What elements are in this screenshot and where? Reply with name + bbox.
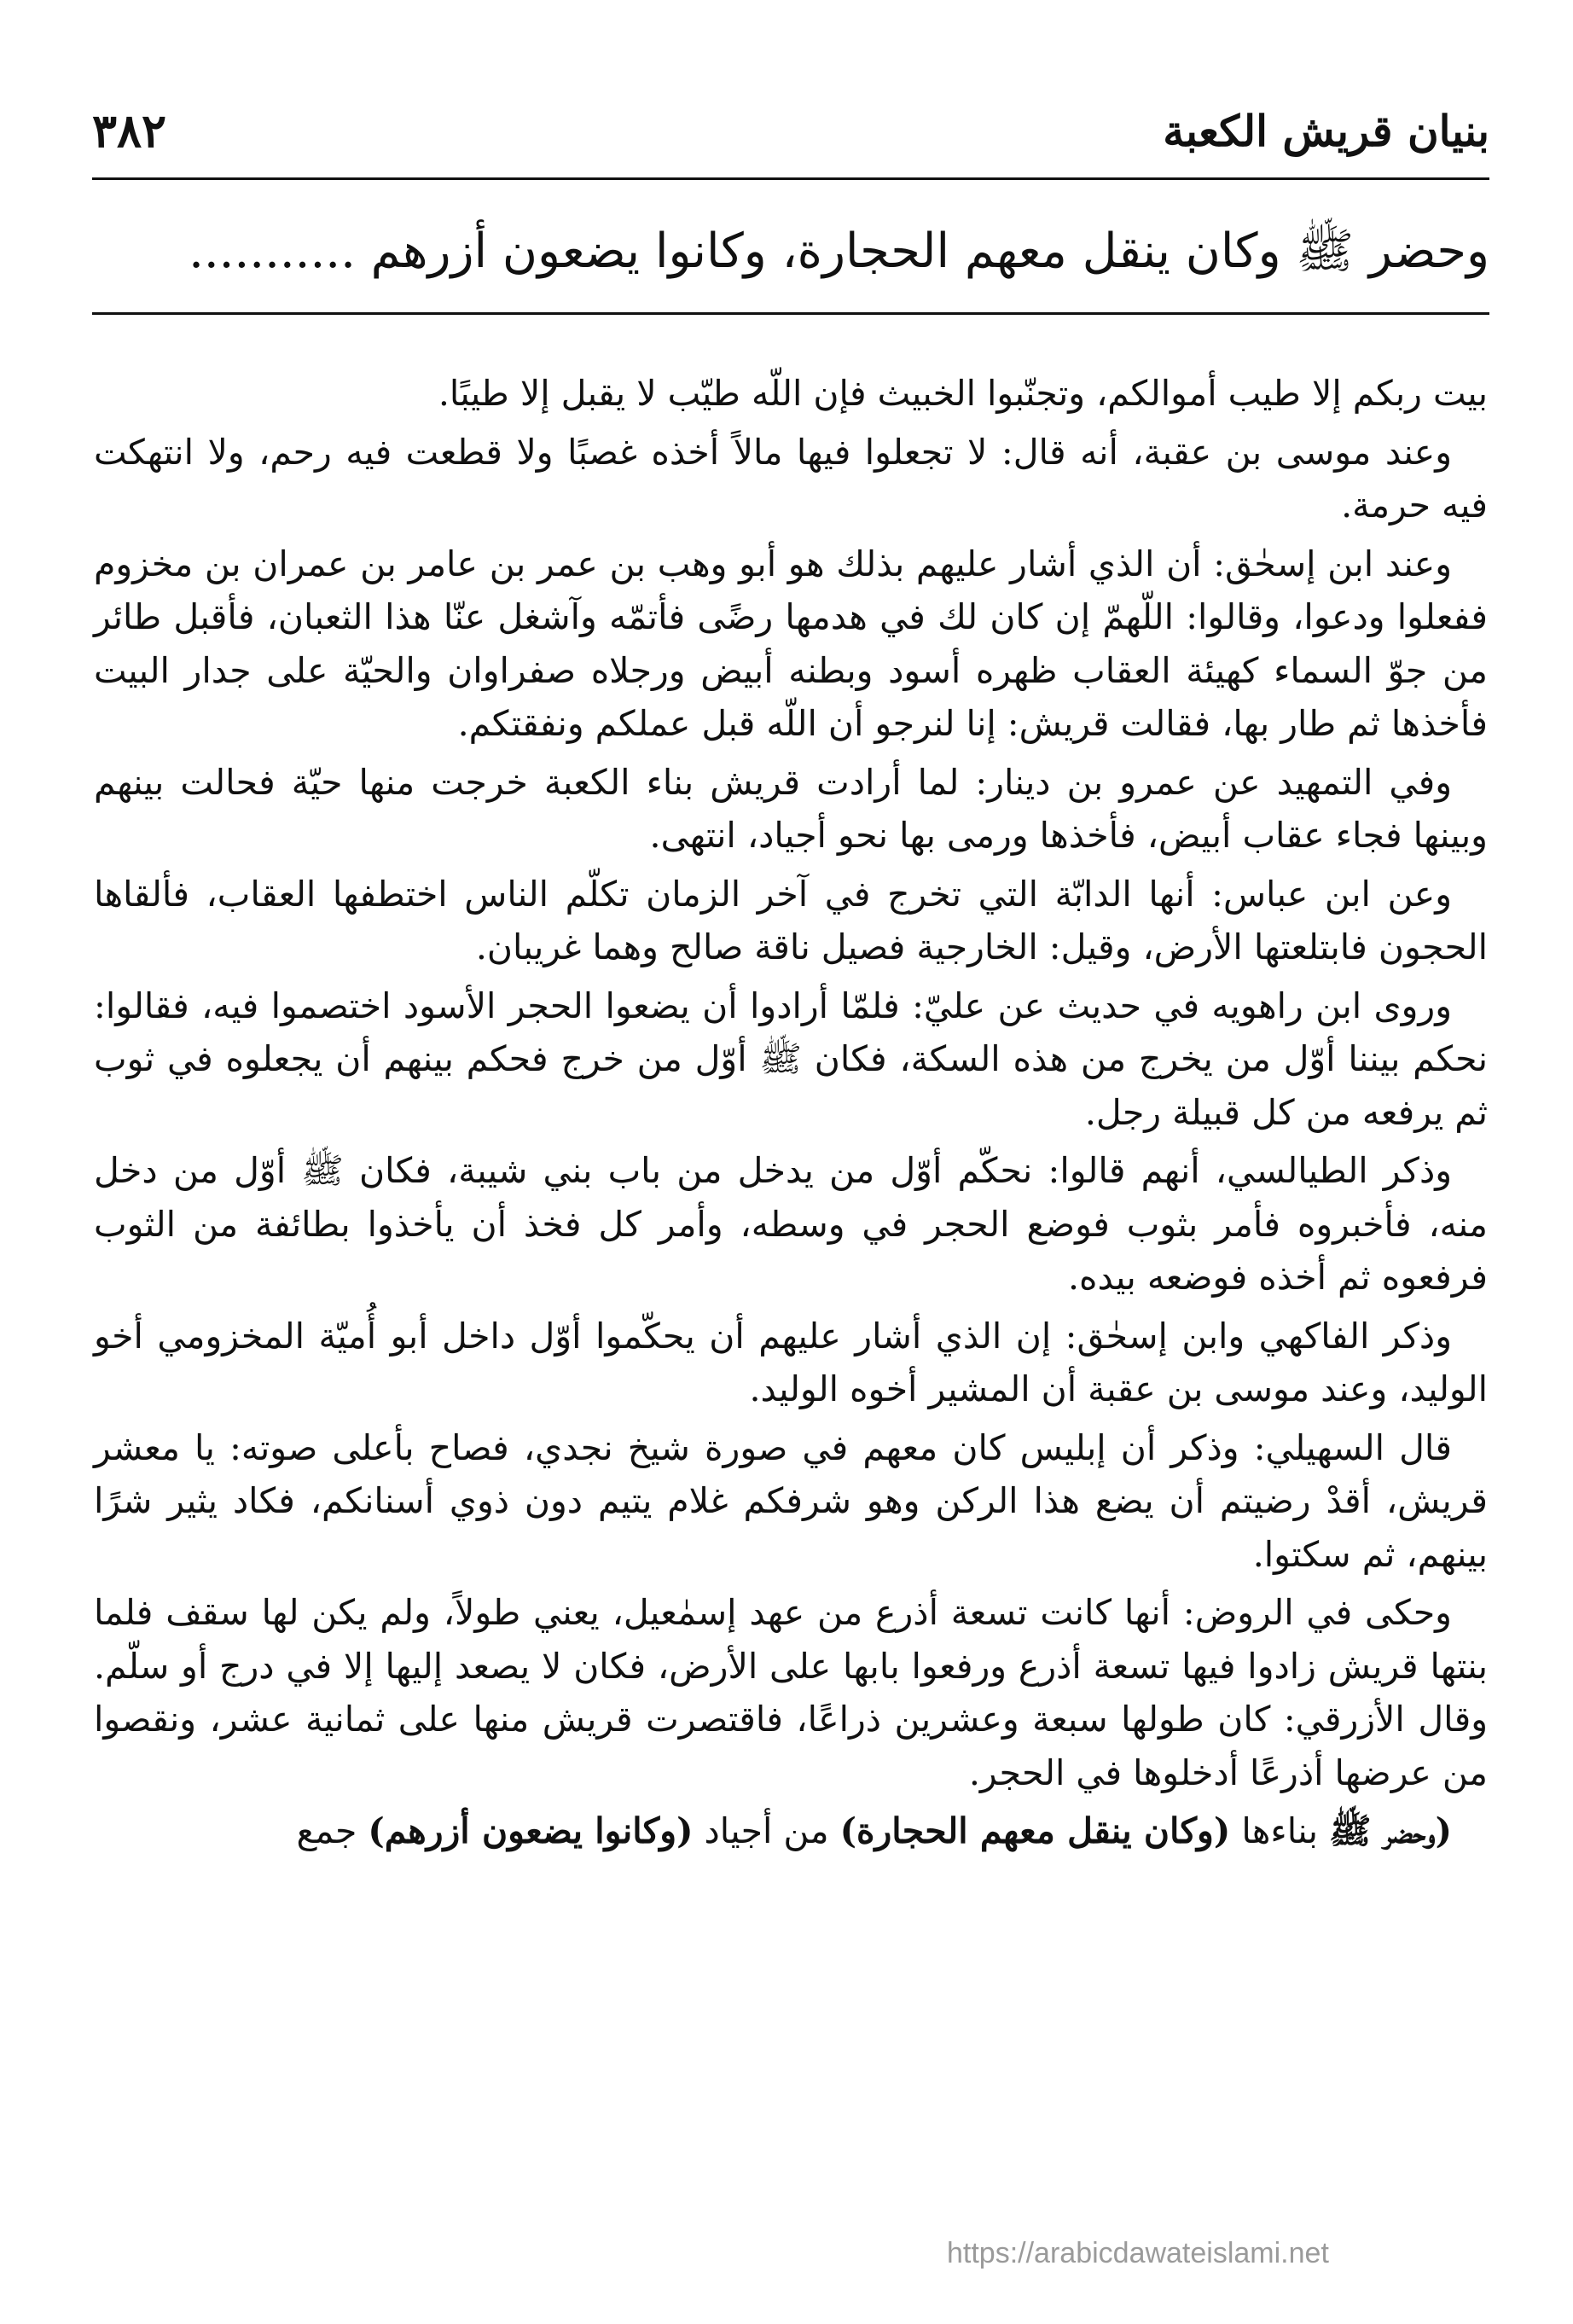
paragraph: قال السهيلي: وذكر أن إبليس كان معهم في صورة شيخ نجدي، فصاح بأعلى صوته: يا معشر قريش، أقدْ رضيتم أن يضع هذا الركن وهو شرفكم غلام يتيم دون ذوي أسنانكم، فكاد يثير شرًا بينهم، ثم سكتوا. <box>94 1426 1488 1575</box>
page-header <box>92 101 1489 160</box>
paragraph: وفي التمهيد عن عمرو بن دينار: لما أرادت قريش بناء الكعبة خرجت منها حيّة فحالت بينهم وبينها فجاء عقاب أبيض، فأخذها ورمى بها نحو أجياد، انتهى. <box>94 761 1488 856</box>
paragraph-last <box>94 1804 1488 1858</box>
commentary-body <box>94 367 1488 1863</box>
text-run: بناءها <box>1241 1810 1318 1851</box>
header-rule <box>92 177 1489 180</box>
verse-rule <box>92 312 1489 315</box>
paragraph: وذكر الطيالسي، أنهم قالوا: نحكّم أوّل من يدخل من باب بني شيبة، فكان ﷺ أوّل من دخل منه، فأخبروه فأمر بثوب فوضع الحجر في وسطه، وأمر كل فخذ أن يأخذوا بطائفة من الثوب فرفعوه ثم أخذه فوضعه بيده. <box>94 1150 1488 1298</box>
paragraph: وروى ابن راهويه في حديث عن عليّ: فلمّا أرادوا أن يضعوا الحجر الأسود اختصموا فيه، فقالوا: نحكم بيننا أوّل من يخرج من هذه السكة، فكان ﷺ أوّل من خرج فحكم بينهم أن يجعلوه في ثوب ثم يرفعه من كل قبيلة رجل. <box>94 985 1488 1133</box>
paragraph: وعند موسى بن عقبة، أنه قال: لا تجعلوا فيها مالاً أخذه غصبًا ولا قطعت فيه رحم، ولا انتهكت فيه حرمة. <box>94 431 1488 526</box>
running-title: بنيان قريش الكعبة <box>1163 105 1489 156</box>
watermark: https://arabicdawateislami.net <box>947 2237 1329 2269</box>
page-number: ٣٨٢ <box>92 103 167 158</box>
text-run: من أجياد <box>704 1810 829 1851</box>
quoted-matn: (وكان ينقل معهم الحجارة) <box>839 1810 1231 1851</box>
matn-verse: وحضر ﷺ وكان ينقل معهم الحجارة، وكانوا يضعون أزرهم ........... <box>189 224 1489 279</box>
text-run: جمع <box>296 1810 357 1851</box>
paragraph: بيت ربكم إلا طيب أموالكم، وتجنّبوا الخبيث فإن اللّه طيّب لا يقبل إلا طيبًا. <box>438 373 1488 414</box>
paragraph: وذكر الفاكهي وابن إسحٰق: إن الذي أشار عليهم أن يحكّموا أوّل داخل أبو أُميّة المخزومي أخو الوليد، وعند موسى بن عقبة أن المشير أخوه الوليد. <box>94 1315 1488 1409</box>
paragraph: وعند ابن إسحٰق: أن الذي أشار عليهم بذلك هو أبو وهب بن عمر بن عامر بن عمران بن مخزوم ففعلوا ودعوا، وقالوا: اللّهمّ إن كان لك في هدمها رضًى فأتمّه وآشغل عنّا هذا الثعبان، فأقبل طائر من جوّ السماء كهيئة العقاب ظهره أسود وبطنه أبيض ورجلاه صفراوان والحيّة على جدار البيت فأخذها ثم طار بها، فقالت قريش: إنا لنرجو أن اللّه قبل عملكم ونفقتكم. <box>94 543 1488 744</box>
paragraph: وحكى في الروض: أنها كانت تسعة أذرع من عهد إسمٰعيل، يعني طولاً، ولم يكن لها سقف فلما بنتها قريش زادوا فيها تسعة أذرع ورفعوا بابها على الأرض، فكان لا يصعد إليها إلا في درج أو سلّم. وقال الأزرقي: كان طولها سبعة وعشرين ذراعًا، فاقتصرت قريش منها على ثمانية عشر، ونقصوا من عرضها أذرعًا أدخلوها في الحجر. <box>94 1592 1488 1793</box>
quoted-matn: (وكانوا يضعون أزرهم) <box>368 1810 694 1851</box>
quoted-matn: (وحضر ﷺ <box>1329 1810 1452 1851</box>
paragraph: وعن ابن عباس: أنها الدابّة التي تخرج في آخر الزمان تكلّم الناس اختطفها العقاب، فألقاها الحجون فابتلعتها الأرض، وقيل: الخارجية فصيل ناقة صالح وهما غريبان. <box>94 873 1488 967</box>
